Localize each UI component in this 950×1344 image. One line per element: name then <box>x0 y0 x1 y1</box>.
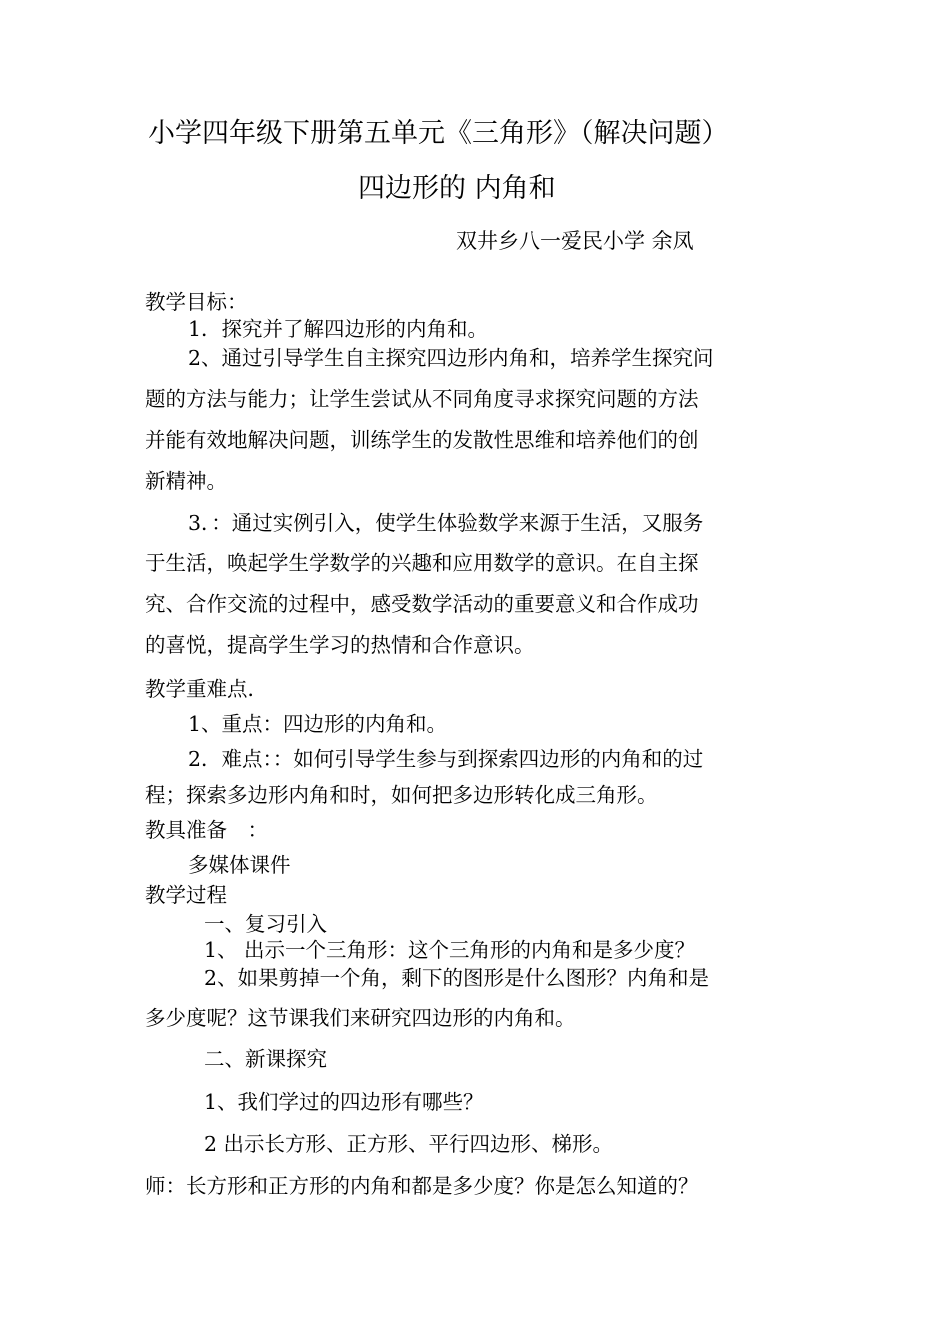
objective-item-3-line-3: 究、合作交流的过程中，感受数学活动的重要意义和合作成功 <box>145 592 699 616</box>
objective-item-2-line-3: 并能有效地解决问题，训练学生的发散性思维和培养他们的创 <box>145 428 699 452</box>
keypoint-item-1: 1、重点：四边形的内角和。 <box>188 712 448 736</box>
objectives-heading-prefix: 教学 <box>145 290 186 314</box>
process-section-2-item-1: 1、我们学过的四边形有哪些？ <box>204 1090 484 1114</box>
process-section-1-item-2-line-2: 多少度呢？这节课我们来研究四边形的内角和。 <box>145 1006 576 1030</box>
process-section-1-item-2-line-1: 2、如果剪掉一个角，剩下的图形是什么图形？内角和是 <box>204 966 710 990</box>
process-heading: 教学过程 <box>145 883 227 907</box>
document-title: 小学四年级下册第五单元《三角形》（解决问题） <box>148 118 729 149</box>
materials-heading: 教具准备 ： <box>145 818 268 842</box>
keypoint-item-2-line-1: 2．难点：：如何引导学生参与到探索四边形的内角和的过 <box>188 747 704 771</box>
objective-item-3-line-4: 的喜悦，提高学生学习的热情和合作意识。 <box>145 633 535 657</box>
process-section-1-title: 一、复习引入 <box>204 912 327 936</box>
objectives-heading-suffix: 目标： <box>186 290 248 314</box>
objective-item-2-line-2: 题的方法与能力；让学生尝试从不同角度寻求探究问题的方法 <box>145 387 699 411</box>
process-section-2-item-2: 2 出示长方形、正方形、平行四边形、梯形。 <box>204 1132 614 1156</box>
objective-item-1: 1．探究并了解四边形的内角和。 <box>188 317 489 341</box>
objective-item-3-line-1: 3．：通过实例引入，使学生体验数学来源于生活，又服务 <box>188 511 704 535</box>
keypoints-heading: 教学重难点． <box>145 677 268 701</box>
process-section-2-title: 二、新课探究 <box>204 1047 327 1071</box>
objective-item-3-line-2: 于生活，唤起学生学数学的兴趣和应用数学的意识。在自主探 <box>145 551 699 575</box>
author-line: 双井乡八一爱民小学 余凤 <box>456 229 694 253</box>
keypoint-item-2-line-2: 程；探索多边形内角和时，如何把多边形转化成三角形。 <box>145 783 658 807</box>
process-section-1-item-1: 1、 出示一个三角形：这个三角形的内角和是多少度？ <box>204 938 696 962</box>
teacher-question: 师：长方形和正方形的内角和都是多少度？你是怎么知道的？ <box>145 1174 699 1198</box>
objective-item-2-line-1: 2、通过引导学生自主探究四边形内角和，培养学生探究问 <box>188 346 714 370</box>
materials-item: 多媒体课件 <box>188 853 291 877</box>
objectives-heading <box>145 289 248 315</box>
objective-item-2-line-4: 新精神。 <box>145 469 227 493</box>
document-subtitle: 四边形的 内角和 <box>358 173 556 204</box>
